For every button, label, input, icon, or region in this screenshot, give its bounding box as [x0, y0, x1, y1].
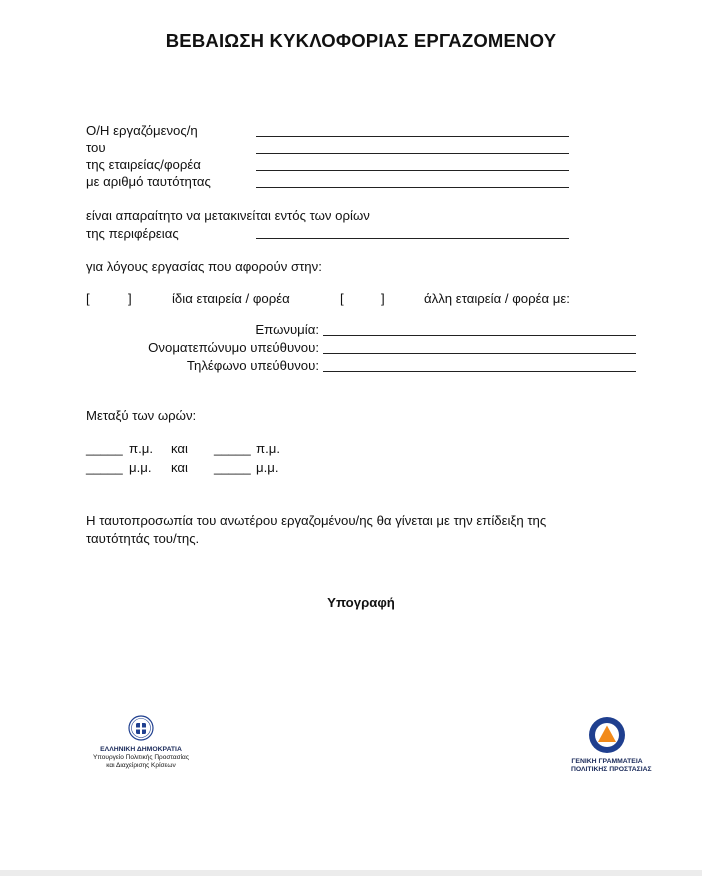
and-label: και — [171, 460, 188, 475]
hours-to-pm-blank[interactable]: _____ — [214, 460, 251, 475]
hours-from-am-blank[interactable]: _____ — [86, 441, 123, 456]
document-title: ΒΕΒΑΙΩΣΗ ΚΥΚΛΟΦΟΡΙΑΣ ΕΡΓΑΖΟΜΕΝΟΥ — [165, 30, 557, 51]
hours-label: Μεταξύ των ωρών: — [86, 408, 197, 423]
company-name-field[interactable] — [323, 335, 636, 336]
employee-label: Ο/Η εργαζόμενος/η — [86, 123, 198, 138]
and-label: και — [171, 441, 188, 456]
greek-emblem-logo — [128, 715, 154, 741]
footer-left-text — [80, 746, 202, 770]
footer-right-text — [571, 758, 652, 774]
responsible-name-label: Ονοματεπώνυμο υπεύθυνου: — [148, 340, 319, 355]
company-field[interactable] — [256, 170, 569, 171]
region-field[interactable] — [256, 238, 569, 239]
hours-from-pm-blank[interactable]: _____ — [86, 460, 123, 475]
signature-label: Υπογραφή — [327, 595, 395, 610]
of-field[interactable] — [256, 153, 569, 154]
identity-text-line1: Η ταυτοπροσωπία του ανωτέρου εργαζομένου/ης θα γίνεται με την επίδειξη της — [86, 513, 547, 528]
pm-label: μ.μ. — [129, 460, 152, 475]
footer-secretariat-line2: ΠΟΛΙΤΙΚΗΣ ΠΡΟΣΤΑΣΙΑΣ — [571, 766, 652, 773]
civil-protection-logo — [588, 716, 626, 754]
same-company-label: ίδια εταιρεία / φορέα — [172, 291, 290, 306]
identity-text-line2: ταυτότητάς του/της. — [86, 531, 200, 546]
employee-field[interactable] — [256, 136, 569, 137]
responsible-name-field[interactable] — [323, 353, 636, 354]
same-company-checkbox-close[interactable]: ] — [128, 291, 132, 306]
footer-republic-label: ΕΛΛΗΝΙΚΗ ΔΗΜΟΚΡΑΤΙΑ — [100, 746, 182, 753]
hours-to-am-blank[interactable]: _____ — [214, 441, 251, 456]
other-company-label: άλλη εταιρεία / φορέα με: — [424, 291, 570, 306]
responsible-phone-label: Τηλέφωνο υπεύθυνου: — [186, 358, 319, 373]
responsible-phone-field[interactable] — [323, 371, 636, 372]
of-label: του — [86, 140, 106, 155]
id-number-label: με αριθμό ταυτότητας — [86, 174, 211, 189]
company-name-label: Επωνυμία: — [255, 322, 319, 337]
footer-ministry-line1: Υπουργείο Πολιτικής Προστασίας — [93, 754, 189, 761]
footer-secretariat-line1: ΓΕΝΙΚΗ ΓΡΑΜΜΑΤΕΙΑ — [571, 758, 643, 765]
movement-text-line1: είναι απαραίτητο να μετακινείται εντός των ορίων — [86, 208, 370, 223]
pm-label: μ.μ. — [256, 460, 279, 475]
same-company-checkbox-open[interactable]: [ — [86, 291, 90, 306]
am-label: π.μ. — [129, 441, 154, 456]
work-reasons-text: για λόγους εργασίας που αφορούν στην: — [86, 259, 322, 274]
id-number-field[interactable] — [256, 187, 569, 188]
am-label: π.μ. — [256, 441, 281, 456]
movement-text-line2: της περιφέρειας — [86, 226, 179, 241]
other-company-checkbox-open[interactable]: [ — [340, 291, 344, 306]
page-bottom-edge — [0, 870, 702, 876]
footer-ministry-line2: και Διαχείρισης Κρίσεων — [106, 762, 176, 769]
other-company-checkbox-close[interactable]: ] — [381, 291, 385, 306]
company-label: της εταιρείας/φορέα — [86, 157, 201, 172]
